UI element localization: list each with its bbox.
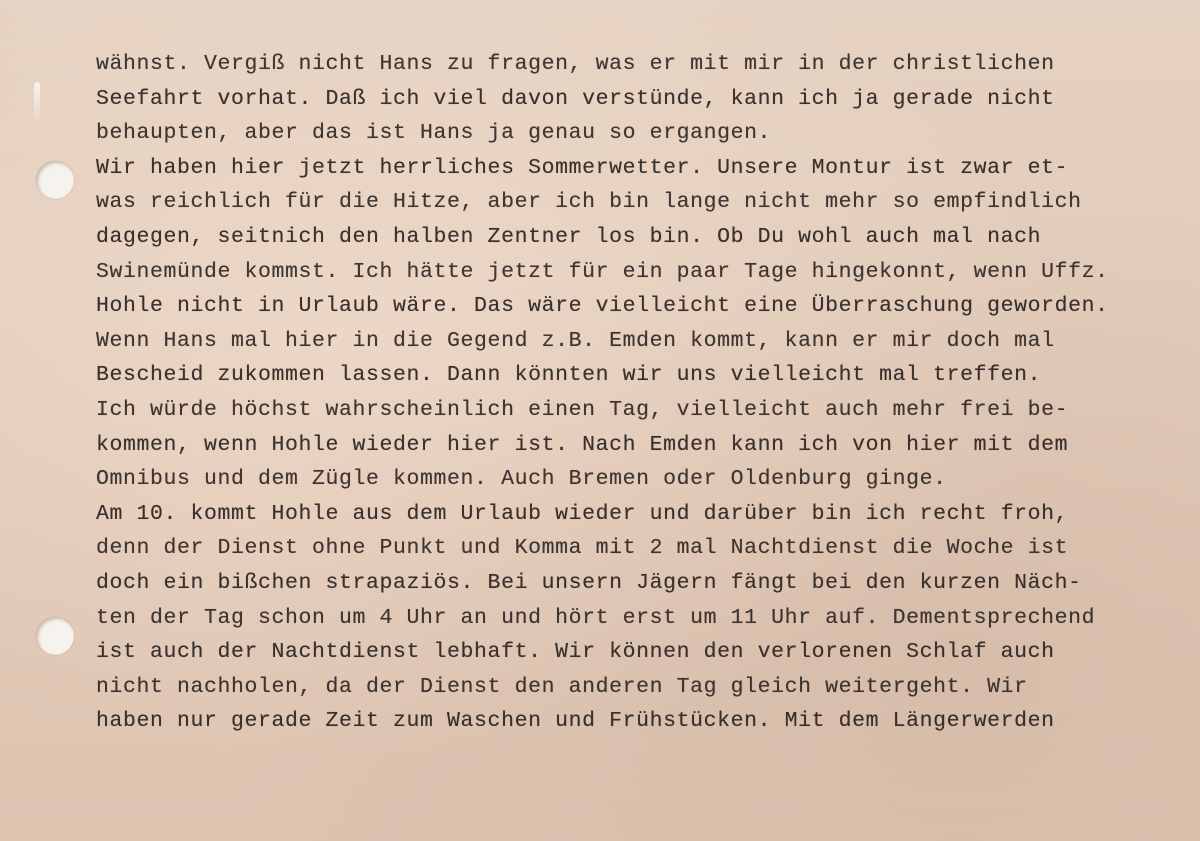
text-line: Hohle nicht in Urlaub wäre. Das wäre vielleicht eine Überraschung geworden. [96, 294, 1109, 319]
text-line: haben nur gerade Zeit zum Waschen und Frühstücken. Mit dem Längerwerden [96, 709, 1055, 734]
text-line: Wir haben hier jetzt herrliches Sommerwetter. Unsere Montur ist zwar et- [96, 155, 1069, 180]
text-line: ist auch der Nachtdienst lebhaft. Wir können den verlorenen Schlaf auch [96, 640, 1055, 665]
text-line: kommen, wenn Hohle wieder hier ist. Nach Emden kann ich von hier mit dem [96, 432, 1069, 457]
text-line: dagegen, seitnich den halben Zentner los bin. Ob Du wohl auch mal nach [96, 224, 1042, 249]
typewritten-text [96, 47, 1200, 739]
text-line: behaupten, aber das ist Hans ja genau so ergangen. [96, 121, 772, 146]
text-line: denn der Dienst ohne Punkt und Komma mit 2 mal Nachtdienst die Woche ist [96, 536, 1069, 561]
text-line: nicht nachholen, da der Dienst den anderen Tag gleich weitergeht. Wir [96, 674, 1028, 699]
text-line: Swinemünde kommst. Ich hätte jetzt für ein paar Tage hingekonnt, wenn Uffz. [96, 259, 1109, 284]
text-line: Am 10. kommt Hohle aus dem Urlaub wieder und darüber bin ich recht froh, [96, 501, 1069, 526]
text-line: ten der Tag schon um 4 Uhr an und hört erst um 11 Uhr auf. Dementsprechend [96, 605, 1096, 630]
punch-hole-top [36, 161, 74, 199]
paper-tear-mark [34, 82, 40, 122]
text-line: was reichlich für die Hitze, aber ich bin lange nicht mehr so empfindlich [96, 190, 1082, 215]
text-line: Bescheid zukommen lassen. Dann könnten wir uns vielleicht mal treffen. [96, 363, 1042, 388]
text-line: wähnst. Vergiß nicht Hans zu fragen, was er mit mir in der christlichen [96, 52, 1055, 76]
text-line: Wenn Hans mal hier in die Gegend z.B. Emden kommt, kann er mir doch mal [96, 328, 1055, 353]
text-line: Seefahrt vorhat. Daß ich viel davon verstünde, kann ich ja gerade nicht [96, 86, 1055, 111]
punch-hole-bottom [36, 617, 74, 655]
text-line: Ich würde höchst wahrscheinlich einen Tag, vielleicht auch mehr frei be- [96, 397, 1069, 422]
text-line: Omnibus und dem Zügle kommen. Auch Bremen oder Oldenburg ginge. [96, 467, 947, 492]
text-line: doch ein bißchen strapaziös. Bei unsern Jägern fängt bei den kurzen Näch- [96, 570, 1082, 595]
